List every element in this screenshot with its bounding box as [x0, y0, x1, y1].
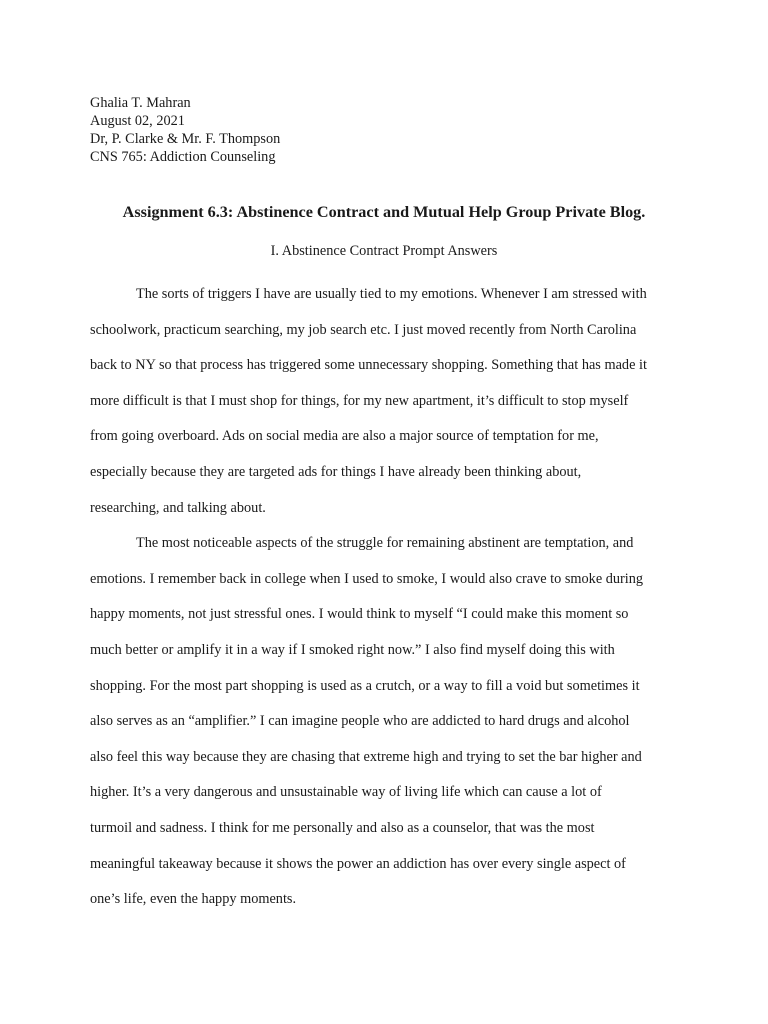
paragraph-1-line-7: researching, and talking about. [90, 499, 266, 516]
section-heading: I. Abstinence Contract Prompt Answers [270, 243, 498, 259]
paragraph-2-line-2: emotions. I remember back in college when I used to smoke, I would also crave to smoke during [90, 570, 644, 587]
paragraph-2-line-5: shopping. For the most part shopping is used as a crutch, or a way to fill a void but sometimes it [90, 677, 640, 694]
paragraph-1-line-1: The sorts of triggers I have are usually tied to my emotions. Whenever I am stressed with [136, 286, 647, 302]
course-name: CNS 765: Addiction Counseling [90, 149, 276, 165]
paragraph-2-line-4: much better or amplify it in a way if I smoked right now.” I also find myself doing this with [90, 641, 615, 658]
paragraph-1-line-5: from going overboard. Ads on social media are also a major source of temptation for me, [90, 428, 599, 445]
paragraph-2-line-1: The most noticeable aspects of the struggle for remaining abstinent are temptation, and [136, 535, 634, 552]
instructor-names: Dr, P. Clarke & Mr. F. Thompson [90, 131, 281, 147]
paragraph-1-line-2: schoolwork, practicum searching, my job search etc. I just moved recently from North Carolina [90, 321, 637, 338]
paragraph-2-line-9: turmoil and sadness. I think for me personally and also as a counselor, that was the most [90, 819, 595, 836]
paragraph-2-line-11: one’s life, even the happy moments. [90, 891, 297, 908]
paragraph-1-line-4: more difficult is that I must shop for things, for my new apartment, it’s difficult to stop myself [90, 392, 629, 409]
document-date: August 02, 2021 [90, 113, 185, 129]
paragraph-2-line-3: happy moments, not just stressful ones. I would think to myself “I could make this moment so [90, 606, 629, 623]
document-title: Assignment 6.3: Abstinence Contract and Mutual Help Group Private Blog. [122, 203, 646, 221]
paragraph-2-line-7: also feel this way because they are chasing that extreme high and trying to set the bar higher and [90, 748, 642, 765]
paragraph-1-line-6: especially because they are targeted ads for things I have already been thinking about, [90, 463, 582, 480]
paragraph-2-line-6: also serves as an “amplifier.” I can imagine people who are addicted to hard drugs and alcohol [90, 713, 630, 730]
document-header [90, 94, 280, 166]
paragraph-2-line-10: meaningful takeaway because it shows the power an addiction has over every single aspect of [90, 855, 626, 872]
author-name: Ghalia T. Mahran [90, 95, 191, 111]
paragraph-1-line-3: back to NY so that process has triggered some unnecessary shopping. Something that has made it [90, 357, 647, 374]
body-text [90, 277, 680, 918]
paragraph-2-line-8: higher. It’s a very dangerous and unsustainable way of living life which can cause a lot of [90, 784, 602, 801]
